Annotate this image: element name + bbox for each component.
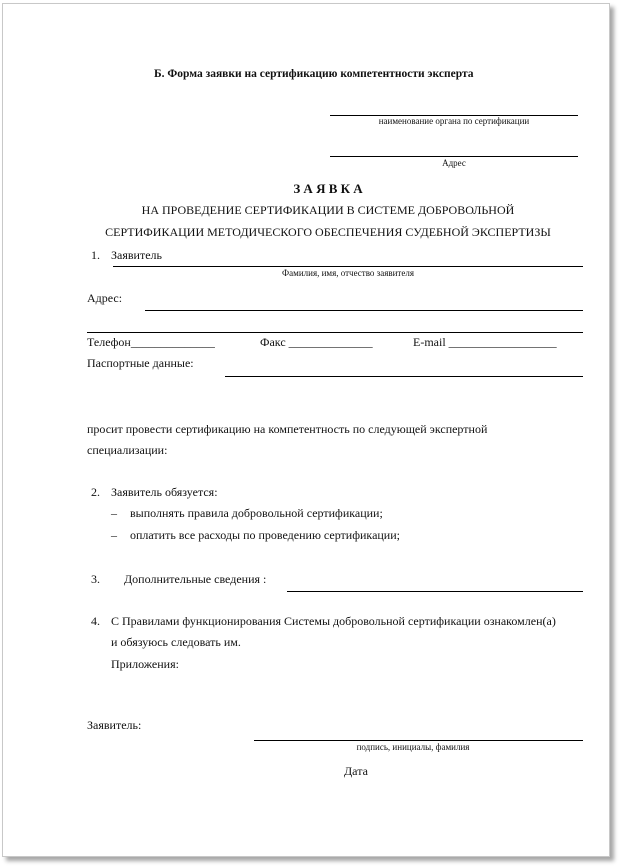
fax-label: Факс ______________: [260, 335, 373, 349]
section1-number: 1.: [91, 248, 100, 262]
additional-info-line: [287, 591, 583, 592]
date-label: Дата: [344, 764, 368, 778]
signature-label: Заявитель:: [87, 718, 142, 732]
authority-caption: наименование органа по сертификации: [378, 116, 530, 126]
address-label: Адрес:: [87, 291, 123, 305]
passport-line: [225, 376, 583, 377]
phone-label: Телефон______________: [87, 335, 215, 349]
section3-number: 3.: [91, 572, 100, 586]
attachments-label: Приложения:: [111, 657, 179, 671]
address-caption: Адрес: [442, 158, 466, 168]
section3-label: Дополнительные сведения :: [124, 572, 267, 586]
address-line-1: [145, 310, 583, 311]
address-line-2: [87, 332, 583, 333]
section2-number: 2.: [91, 485, 100, 499]
section4-line1: С Правилами функционирования Системы добровольной сертификации ознакомлен(а): [111, 614, 556, 628]
section4-number: 4.: [91, 614, 100, 628]
applicant-caption: Фамилия, имя, отчество заявителя: [282, 268, 414, 278]
heading: З А Я В К А: [293, 181, 363, 196]
section4-line2: и обязуюсь следовать им.: [111, 635, 241, 649]
email-label: E-mail __________________: [413, 335, 557, 349]
signature-line: [254, 740, 583, 741]
bullet-dash: –: [111, 506, 117, 520]
applicant-line: [113, 266, 583, 267]
request-line2: специализации:: [87, 443, 168, 457]
request-line1: просит провести сертификацию на компетентность по следующей экспертной: [87, 422, 488, 436]
document-page: [2, 3, 610, 857]
subheading-line1: НА ПРОВЕДЕНИЕ СЕРТИФИКАЦИИ В СИСТЕМЕ ДОБРОВОЛЬНОЙ: [141, 203, 515, 217]
obligation-item: оплатить все расходы по проведению сертификации;: [130, 528, 400, 542]
obligation-item: выполнять правила добровольной сертификации;: [130, 506, 383, 520]
form-title: Б. Форма заявки на сертификацию компетентности эксперта: [154, 68, 474, 80]
section2-label: Заявитель обязуется:: [111, 485, 218, 499]
section1-label: Заявитель: [111, 248, 162, 262]
address-line-top: [330, 156, 578, 157]
signature-caption: подпись, инициалы, фамилия: [356, 742, 470, 752]
subheading-line2: СЕРТИФИКАЦИИ МЕТОДИЧЕСКОГО ОБЕСПЕЧЕНИЯ СУДЕБНОЙ ЭКСПЕРТИЗЫ: [105, 225, 551, 239]
passport-label: Паспортные данные:: [87, 356, 194, 370]
bullet-dash: –: [111, 528, 117, 542]
